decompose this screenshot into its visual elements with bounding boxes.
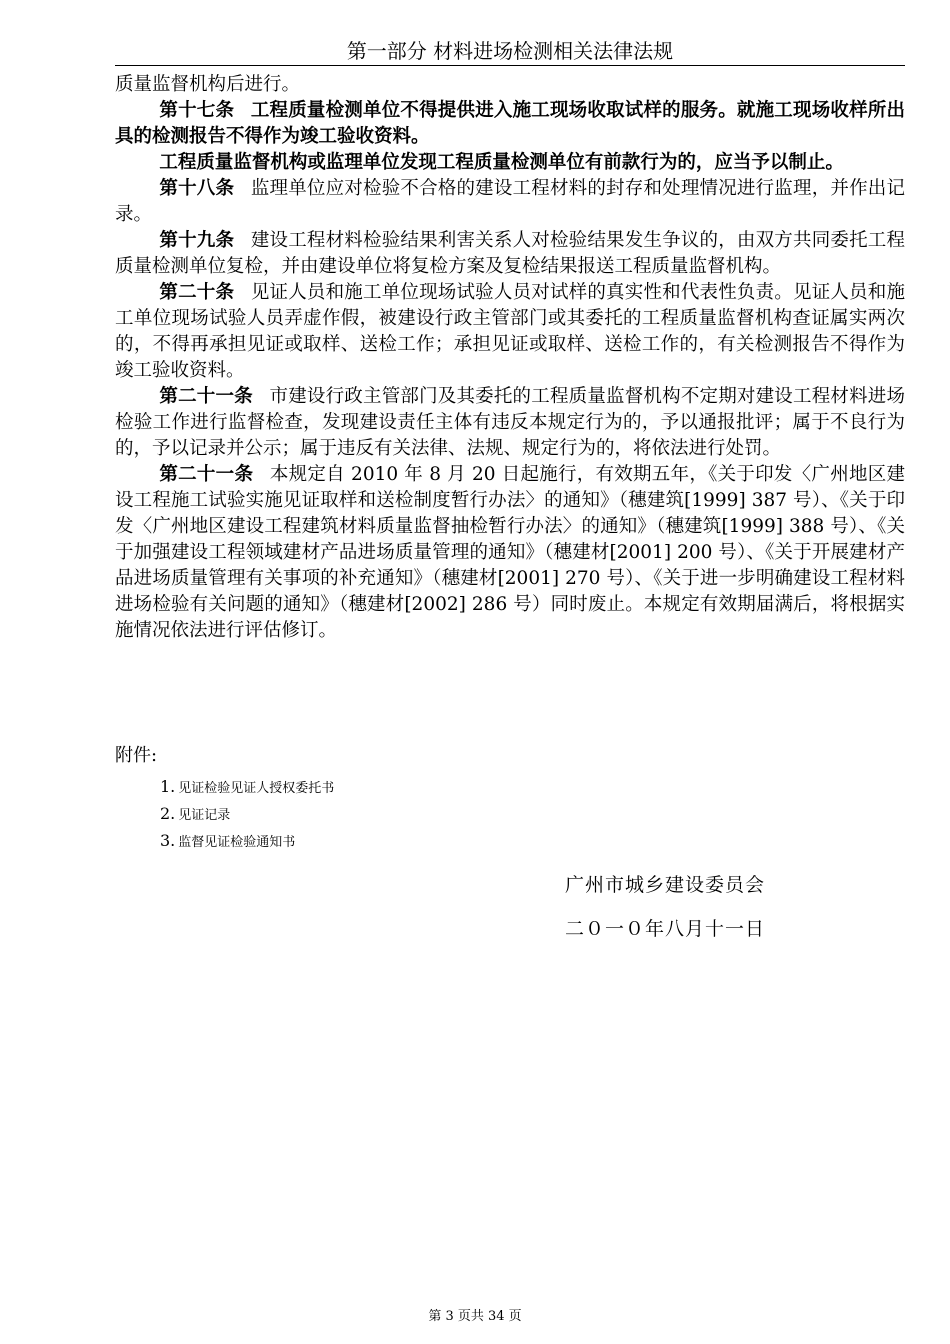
attachments-label: 附件:	[115, 745, 158, 766]
attachment-title: 监督见证检验通知书	[178, 835, 296, 850]
attachment-number: 3.	[160, 831, 176, 850]
attachment-title: 见证检验见证人授权委托书	[178, 781, 335, 796]
article-17-paragraph-2: 工程质量监督机构或监理单位发现工程质量检测单位有前款行为的，应当予以制止。	[159, 152, 844, 173]
signature-organization: 广州市城乡建设委员会	[565, 874, 766, 896]
article-19	[115, 228, 905, 280]
article-number: 第十八条	[159, 178, 235, 199]
page-footer: 第 3 页共 34 页	[428, 1309, 522, 1324]
article-number: 第十九条	[159, 230, 235, 251]
attachments-list	[160, 774, 334, 855]
signature-date: 二０一０年八月十一日	[565, 918, 766, 940]
article-text: 见证人员和施工单位现场试验人员对试样的真实性和代表性负责。见证人员和施工单位现场试验人员弄虚作假，被建设行政主管部门或其委托的工程质量监督机构查证属实两次的，不得再承担见证或取样、送检工作；承担见证或取样、送检工作的，有关检测报告不得作为竣工验收资料。	[115, 282, 905, 381]
paragraph-continuation: 质量监督机构后进行。	[115, 74, 301, 95]
article-number: 第二十一条	[159, 386, 253, 407]
article-number: 第二十一条	[159, 464, 254, 485]
article-text: 工程质量检测单位不得提供进入施工现场收取试样的服务。就施工现场收样所出具的检测报告不得作为竣工验收资料。	[115, 100, 905, 147]
article-number: 第十七条	[159, 100, 235, 121]
document-body	[115, 72, 905, 644]
article-21	[115, 384, 905, 462]
article-number: 第二十条	[159, 282, 235, 303]
attachment-number: 2.	[160, 804, 176, 823]
page-header: 第一部分 材料进场检测相关法律法规	[115, 38, 905, 66]
attachment-number: 1.	[160, 777, 176, 796]
article-17	[115, 98, 905, 150]
article-18	[115, 176, 905, 228]
article-text: 市建设行政主管部门及其委托的工程质量监督机构不定期对建设工程材料进场检验工作进行监督检查，发现建设责任主体有违反本规定行为的，予以通报批评；属于不良行为的，予以记录并公示；属于违反有关法律、法规、规定行为的，将依法进行处罚。	[115, 386, 905, 459]
article-text: 建设工程材料检验结果利害关系人对检验结果发生争议的，由双方共同委托工程质量检测单位复检，并由建设单位将复检方案及复检结果报送工程质量监督机构。	[115, 230, 905, 277]
attachment-item	[160, 828, 334, 855]
attachment-item	[160, 801, 334, 828]
article-text: 本规定自 2010 年 8 月 20 日起施行，有效期五年，《关于印发〈广州地区建设工程施工试验实施见证取样和送检制度暂行办法〉的通知》（穗建筑[1999] 387 号）、《关于印发〈广州地区建设工程建筑材料质量监督抽检暂行办法〉的通知》（穗建筑[1999] 388 号）、《关于加强建设工程领域建材产品进场质量管理的通知》（穗建材[2001] 200 号）、《关于开展建材产品进场质量管理有关事项的补充通知》（穗建材[2001] 270 号）、《关于进一步明确建设工程材料进场检验有关问题的通知》（穗建材[2002] 286 号）同时废止。本规定有效期届满后，将根据实施情况依法进行评估修订。	[115, 464, 905, 641]
article-text: 监理单位应对检验不合格的建设工程材料的封存和处理情况进行监理，并作出记录。	[115, 178, 905, 225]
article-20	[115, 280, 905, 384]
attachment-item	[160, 774, 334, 801]
article-21-effective	[115, 462, 905, 644]
attachment-title: 见证记录	[178, 808, 231, 823]
